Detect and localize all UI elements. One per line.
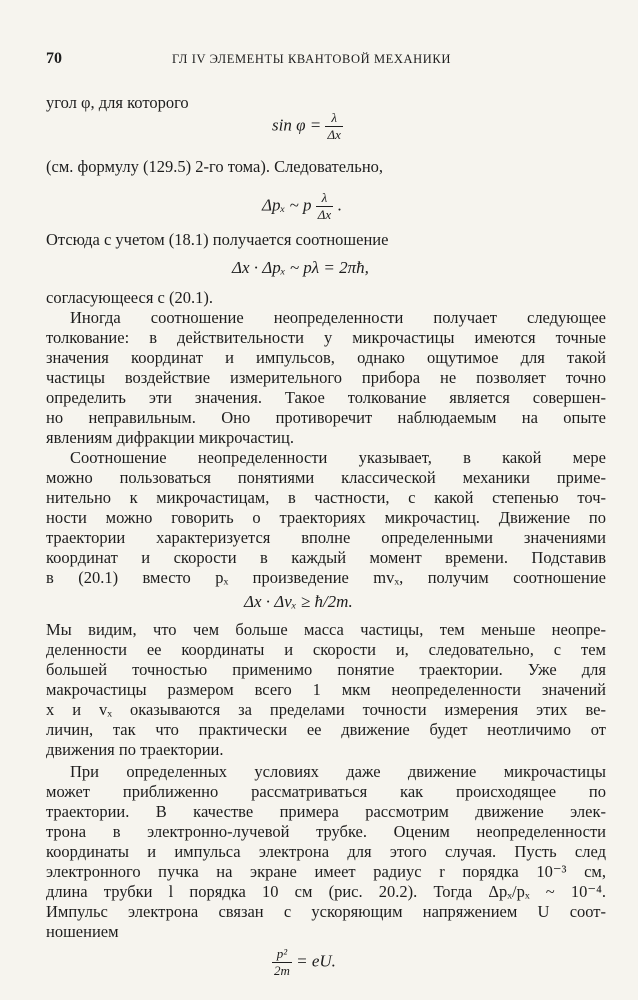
text-line: Импульс электрона связан с ускоряющим напряжением U соот- (46, 902, 606, 921)
formula-sin-phi (272, 110, 343, 143)
formula-part: = eU. (296, 951, 336, 971)
text-line: большей точностью применимо понятие траектории. Уже для (46, 660, 606, 679)
text-line: координаты и импульса электрона для этого случая. Пусть след (46, 842, 606, 861)
text-line: траектории. В качестве примера рассмотрим движение элек- (46, 802, 606, 821)
text-line: макрочастицы размером всего 1 мкм неопределенности значений (46, 680, 606, 699)
text-line: Иногда соотношение неопределенности получает следующее (70, 308, 606, 327)
text-line: значения координат и импульсов, однако ощутимое для такой (46, 348, 606, 367)
fraction-denominator: Δx (317, 207, 332, 222)
fraction-numerator: p² (272, 946, 292, 963)
running-title: ГЛ IV ЭЛЕМЕНТЫ КВАНТОВОЙ МЕХАНИКИ (172, 52, 451, 66)
text-line: определить эти значения. Такое толкование является совершен- (46, 388, 606, 407)
text-line: длина трубки l порядка 10 см (рис. 20.2). Тогда Δpₓ/pₓ ~ 10⁻⁴. (46, 882, 606, 901)
text-line: трона в электронно-лучевой трубке. Оценим неопределенности (46, 822, 606, 841)
formula-uncertainty-1: Δx · Δpₓ ~ pλ = 2πħ, (232, 258, 369, 277)
text-line: При определенных условиях даже движение микрочастицы (70, 762, 606, 781)
text-line: частицы воздействие измерительного прибора не позволяет точно (46, 368, 606, 387)
formula-part: Δpₓ ~ p (262, 195, 312, 215)
text-line: деленности ее координаты и скорости и, следовательно, с тем (46, 640, 606, 659)
text-line: согласующееся с (20.1). (46, 288, 213, 307)
text-line: Мы видим, что чем больше масса частицы, тем меньше неопре- (46, 620, 606, 639)
text-line: Отсюда с учетом (18.1) получается соотношение (46, 230, 389, 249)
text-line: явлениям дифракции микрочастиц. (46, 428, 294, 447)
fraction (325, 110, 342, 143)
fraction-denominator: 2m (274, 963, 290, 978)
text-line: в (20.1) вместо pₓ произведение mvₓ, получим соотношение (46, 568, 606, 587)
formula-part: sin φ = (272, 115, 322, 135)
fraction-numerator: λ (325, 110, 342, 127)
text-line: движения по траектории. (46, 740, 224, 759)
fraction-denominator: Δx (327, 127, 341, 142)
formula-uncertainty-2: Δx · Δvₓ ≥ ħ/2m. (244, 592, 353, 611)
text-line: нительно к микрочастицам, в частности, с какой степенью точ- (46, 488, 606, 507)
text-line: личин, так что практически ее движение будет неотличимо от (46, 720, 606, 739)
text-line: можно пользоваться понятиями классической механики приме- (46, 468, 606, 487)
text-line: Соотношение неопределенности указывает, в какой мере (70, 448, 606, 467)
fraction-numerator: λ (316, 190, 333, 207)
formula-energy (272, 946, 336, 979)
text-line: угол φ, для которого (46, 93, 189, 112)
text-line: x и vₓ оказываются за пределами точности измерения этих ве- (46, 700, 606, 719)
formula-part: . (337, 195, 342, 215)
text-line: координат и скорости в каждый момент времени. Подставив (46, 548, 606, 567)
text-line: траектории характеризуется вполне определенными значениями (46, 528, 606, 547)
text-line: (см. формулу (129.5) 2-го тома). Следовательно, (46, 157, 384, 176)
text-line: толкование: в действительности у микрочастицы имеются точные (46, 328, 606, 347)
fraction (316, 190, 333, 223)
text-line: ношением (46, 922, 119, 941)
formula-delta-p (262, 190, 342, 223)
text-line: но неправильным. Оно противоречит наблюдаемым на опыте (46, 408, 606, 427)
page-number: 70 (46, 50, 62, 67)
text-line: может приближенно рассматриваться как происходящее по (46, 782, 606, 801)
page-header (46, 50, 606, 74)
text-line: электронного пучка на экране имеет радиус r порядка 10⁻³ см, (46, 862, 606, 881)
fraction (272, 946, 292, 979)
text-line: ности можно говорить о траекториях микрочастиц. Движение по (46, 508, 606, 527)
